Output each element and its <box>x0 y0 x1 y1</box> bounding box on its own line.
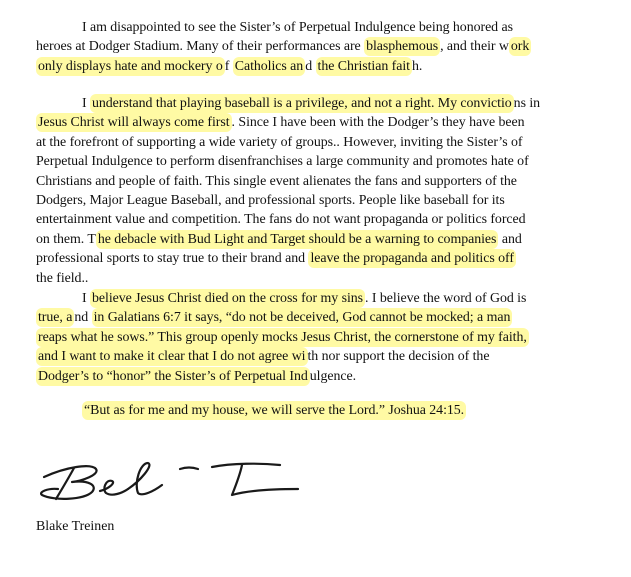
highlight: leave the propaganda and politics off <box>310 251 514 267</box>
p2-line-4: Perpetual Indulgence to perform disenfranchises a large community and promotes hate of <box>36 154 529 170</box>
p1-line-3: only displays hate and mockery o f Catholics an d the Christian fait h. <box>38 58 423 74</box>
p3-line-5: Dodger’s to “honor” the Sister’s of Perpetual Ind ulgence. <box>38 368 357 384</box>
highlight: blasphemous <box>366 39 439 55</box>
p2-line-2: Jesus Christ will always come first . Since I have been with the Dodger’s they have been <box>38 115 525 131</box>
highlight: believe Jesus Christ died on the cross for my sins <box>92 291 364 306</box>
highlight: Catholics an <box>234 58 304 74</box>
p3-line-3 <box>36 328 604 347</box>
p2-line-8: on them. T he debacle with Bud Light and Target should be a warning to companies and <box>36 231 522 247</box>
paragraph-1 <box>36 18 604 76</box>
highlight: only displays hate and mockery o <box>38 58 223 74</box>
p2-line-1: I understand that playing baseball is a privilege, and not a right. My convictio ns in <box>82 96 541 111</box>
p2-line-9: professional sports to stay true to their brand and leave the propaganda and politics off <box>36 251 514 267</box>
highlight: Dodger’s to “honor” the Sister’s of Perpetual Ind <box>38 368 308 384</box>
highlight: and I want to make it clear that I do not agree wi <box>38 349 306 365</box>
highlight: understand that playing baseball is a privilege, and not a right. My convictio <box>92 96 512 111</box>
paragraph-2 <box>36 94 604 288</box>
p2-line-6: Dodgers, Major League Baseball, and professional sports. People like baseball for its <box>36 193 505 209</box>
bible-quote <box>36 401 604 420</box>
paragraph-3 <box>36 289 604 386</box>
highlight: ork <box>510 39 530 55</box>
handwritten-signature <box>36 455 316 507</box>
p2-line-5: Christians and people of faith. This single event alienates the fans and supporters of the <box>36 173 517 189</box>
p2-line-3: at the forefront of supporting a wide variety of groups.. However, inviting the Sister’s of <box>36 134 523 150</box>
highlight: in Galatians 6:7 it says, “do not be deceived, God cannot be mocked; a man <box>93 310 511 326</box>
p3-line-2: true, a nd in Galatians 6:7 it says, “do not be deceived, God cannot be mocked; a man <box>38 310 511 326</box>
highlight: “But as for me and my house, we will serve the Lord.” Joshua 24:15. <box>84 403 465 418</box>
p1-line-2: heroes at Dodger Stadium. Many of their performances are blasphemous , and their w ork <box>36 39 530 55</box>
p2-line-7: entertainment value and competition. The fans do not want propaganda or politics forced <box>36 212 526 228</box>
p3-line-4: and I want to make it clear that I do not agree wi th nor support the decision of the <box>38 349 490 365</box>
highlight: reaps what he sows.” This group openly mocks Jesus Christ, the cornerstone of my faith, <box>38 329 527 345</box>
highlight: true, a <box>38 310 73 326</box>
p2-line-10: the field.. <box>36 270 89 286</box>
p1-line-1: I am disappointed to see the Sister’s of Perpetual Indulgence being honored as <box>82 20 513 35</box>
highlight: Jesus Christ will always come first <box>38 115 230 131</box>
p3-line-1: I believe Jesus Christ died on the cross for my sins . I believe the word of God is <box>82 291 527 306</box>
signer-name: Blake Treinen <box>36 519 115 534</box>
highlight: the Christian fait <box>317 58 410 74</box>
highlight: he debacle with Bud Light and Target should be a warning to companies <box>97 231 497 247</box>
